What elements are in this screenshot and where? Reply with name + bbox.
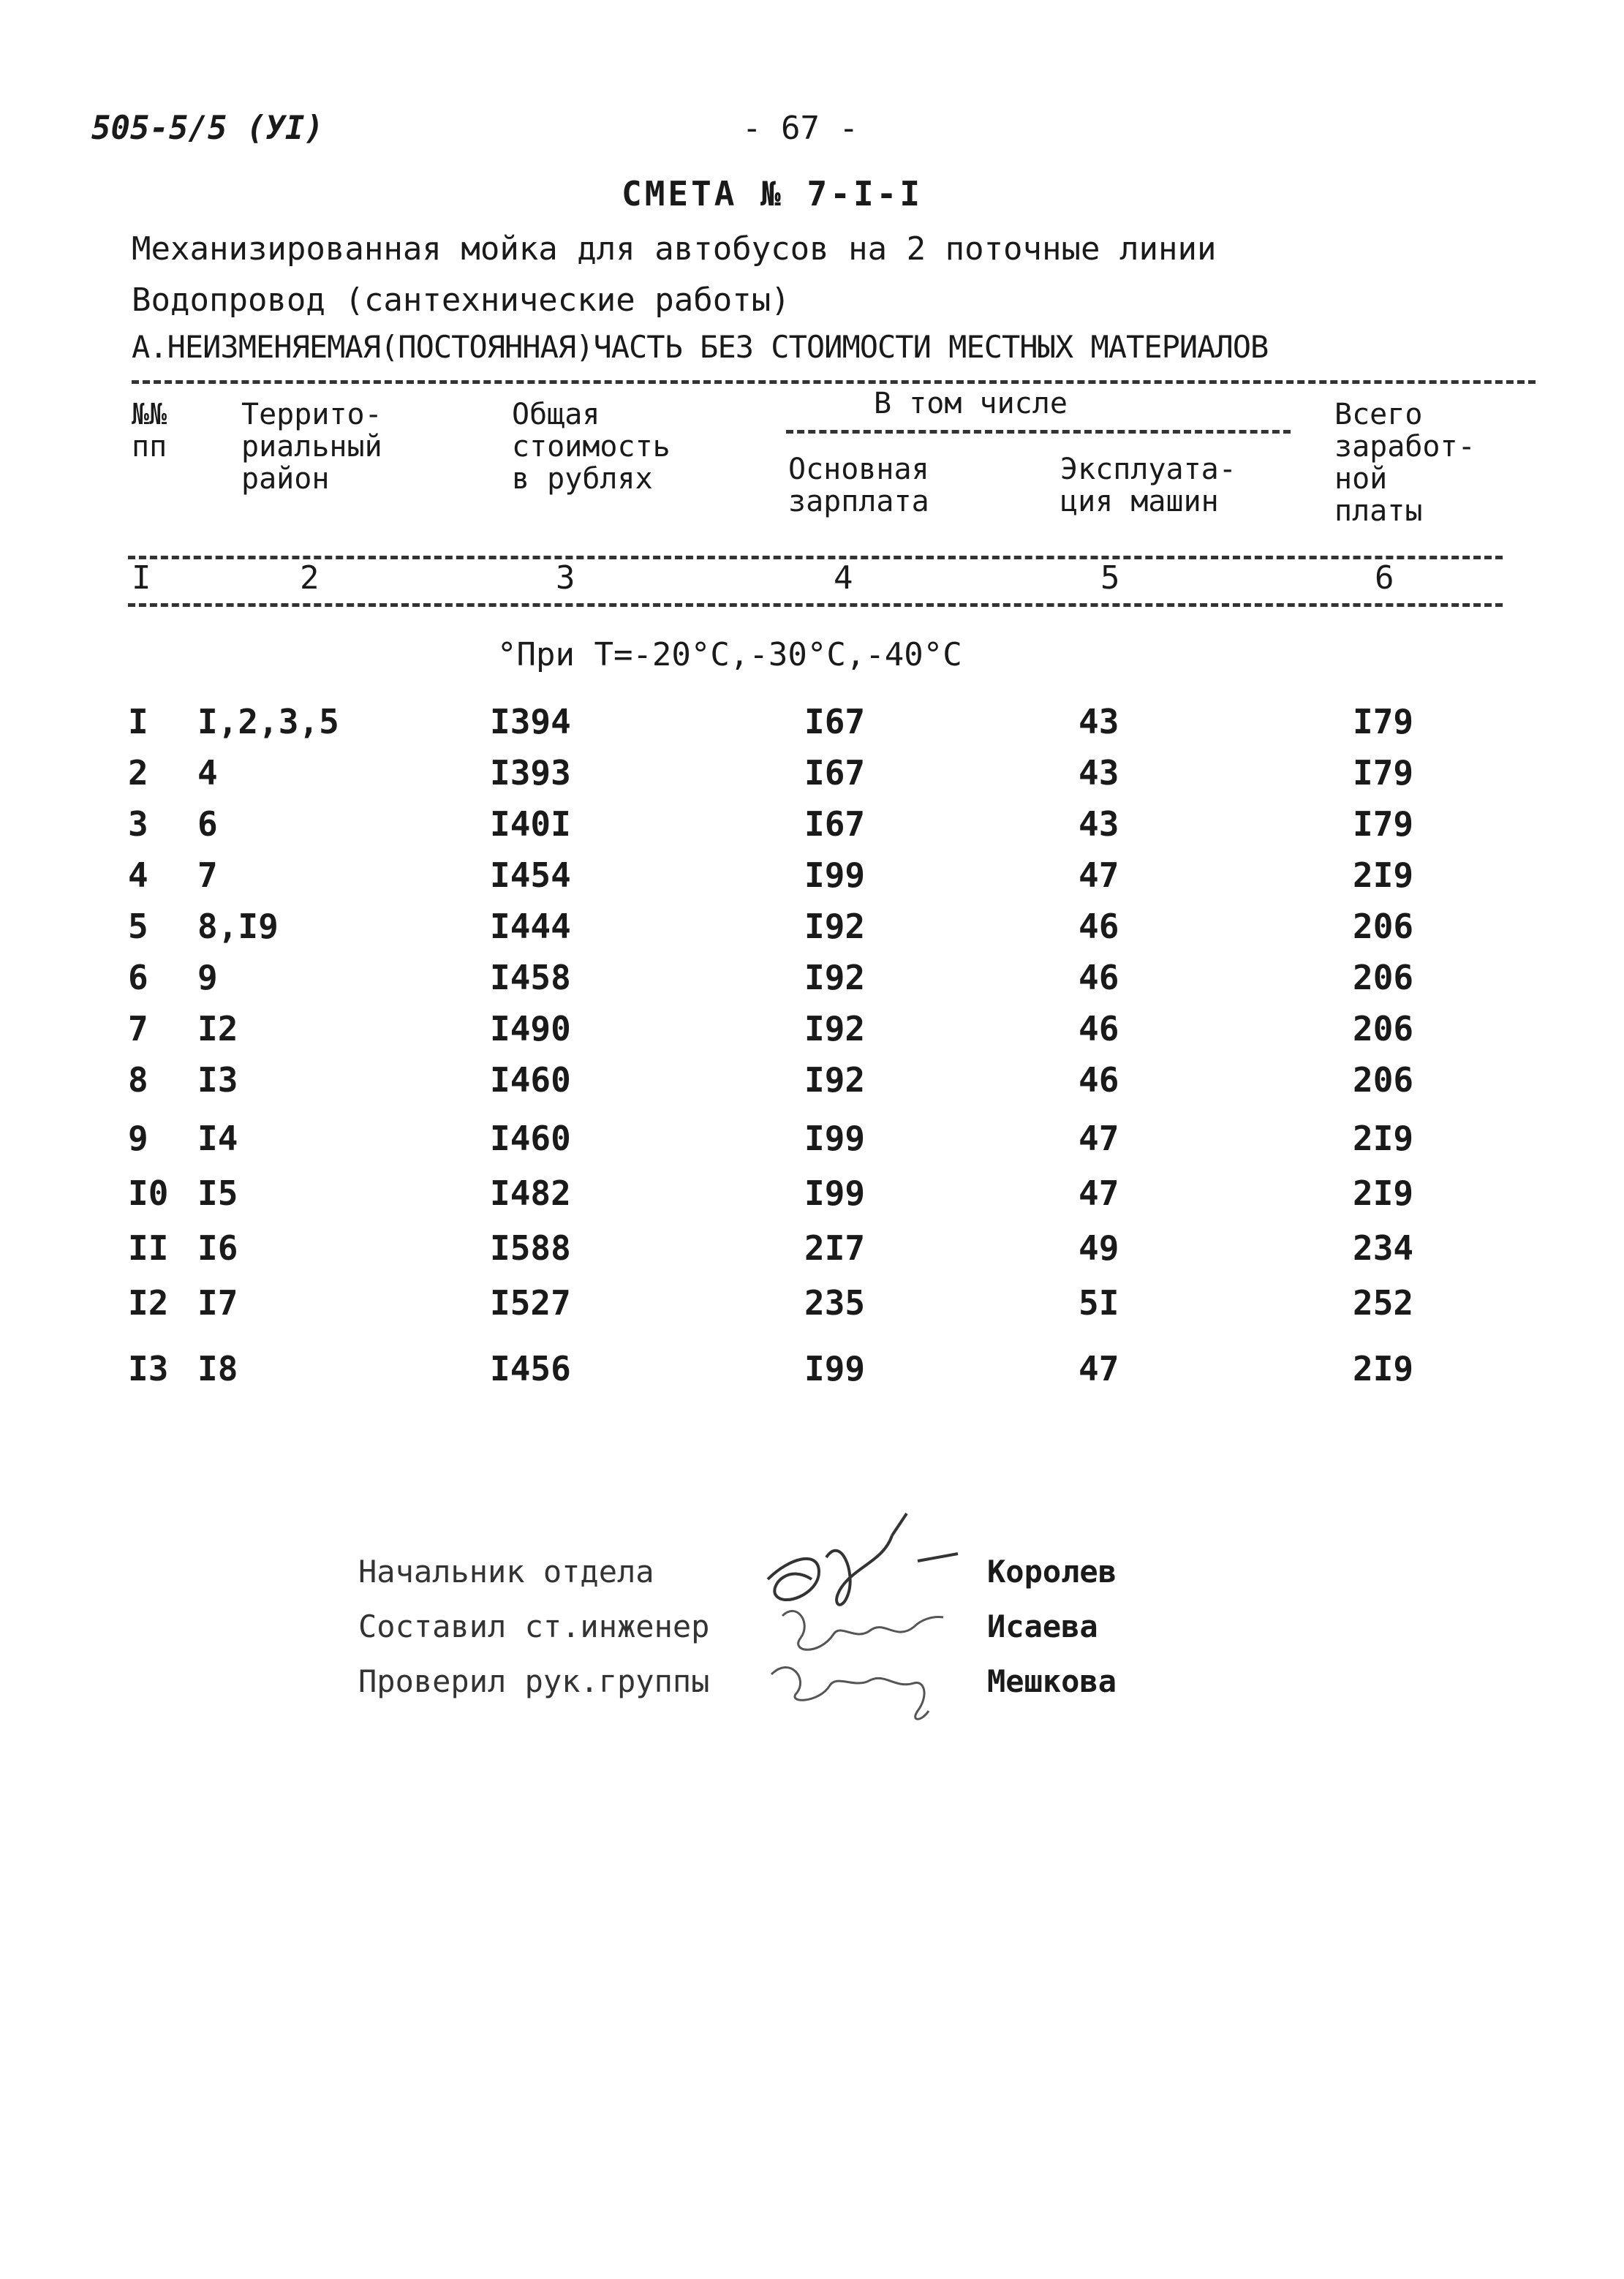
column-number-4: 4 <box>834 559 853 597</box>
cell-num: 3 <box>128 804 148 844</box>
column-number-2: 2 <box>300 559 320 597</box>
cell-region: 7 <box>197 855 218 895</box>
cell-total: I394 <box>490 702 571 741</box>
cell-all-wage: 234 <box>1353 1228 1414 1268</box>
cell-num: 5 <box>128 907 148 946</box>
table-row <box>0 753 1624 804</box>
cell-machines: 47 <box>1079 855 1119 895</box>
cell-machines: 49 <box>1079 1228 1119 1268</box>
cell-machines: 43 <box>1079 804 1119 844</box>
column-number-6: 6 <box>1375 559 1394 597</box>
cell-machines: 47 <box>1079 1119 1119 1158</box>
signature-line-compiler <box>358 1609 1098 1644</box>
column-number-5: 5 <box>1100 559 1120 597</box>
cell-machines: 47 <box>1079 1173 1119 1213</box>
cell-wage: 235 <box>804 1283 866 1323</box>
table-row <box>0 1173 1624 1225</box>
cell-region: 8,I9 <box>197 907 279 946</box>
cell-wage: I92 <box>804 1060 866 1100</box>
cell-wage: I92 <box>804 958 866 997</box>
table-row <box>0 1283 1624 1334</box>
cell-wage: 2I7 <box>804 1228 866 1268</box>
header-region: Террито- риальный район <box>241 398 382 496</box>
cell-region: 9 <box>197 958 218 997</box>
cell-all-wage: I79 <box>1353 804 1414 844</box>
cell-region: I2 <box>197 1009 238 1048</box>
cell-num: I0 <box>128 1173 169 1213</box>
colnum-top-divider <box>128 556 1503 559</box>
cell-num: I3 <box>128 1349 169 1388</box>
cell-wage: I92 <box>804 1009 866 1048</box>
cell-machines: 43 <box>1079 702 1119 741</box>
signature-name: Королев <box>987 1554 1117 1590</box>
cell-num: II <box>128 1228 169 1268</box>
table-row <box>0 855 1624 907</box>
cell-all-wage: 206 <box>1353 907 1414 946</box>
cell-machines: 43 <box>1079 753 1119 793</box>
table-row <box>0 1060 1624 1111</box>
cell-all-wage: I79 <box>1353 702 1414 741</box>
signature-role: Проверил рук.группы <box>358 1663 710 1699</box>
page-number: - 67 - <box>742 110 858 147</box>
cell-total: I456 <box>490 1349 571 1388</box>
cell-num: 2 <box>128 753 148 793</box>
table-row <box>0 1228 1624 1280</box>
cell-all-wage: 206 <box>1353 1009 1414 1048</box>
cell-num: 6 <box>128 958 148 997</box>
cell-wage: I92 <box>804 907 866 946</box>
signature-role: Составил ст.инженер <box>358 1609 710 1644</box>
cell-machines: 46 <box>1079 907 1119 946</box>
column-number-3: 3 <box>556 559 575 597</box>
cell-all-wage: 2I9 <box>1353 1173 1414 1213</box>
table-row <box>0 907 1624 958</box>
document-code: 505-5/5 (УI) <box>91 110 324 147</box>
cell-region: I8 <box>197 1349 238 1388</box>
cell-machines: 46 <box>1079 1060 1119 1100</box>
cell-region: I7 <box>197 1283 238 1323</box>
cell-region: I3 <box>197 1060 238 1100</box>
table-row <box>0 1119 1624 1170</box>
cell-wage: I99 <box>804 1173 866 1213</box>
table-row <box>0 958 1624 1009</box>
cell-num: 9 <box>128 1119 148 1158</box>
cell-machines: 46 <box>1079 958 1119 997</box>
cell-all-wage: 2I9 <box>1353 1349 1414 1388</box>
temperature-condition: °При Т=-20°С,-30°С,-40°С <box>497 636 962 673</box>
header-top-divider <box>132 380 1536 384</box>
signature-name: Исаева <box>987 1609 1098 1644</box>
description-line-3: А.НЕИЗМЕНЯЕМАЯ(ПОСТОЯННАЯ)ЧАСТЬ БЕЗ СТОИМОСТИ МЕСТНЫХ МАТЕРИАЛОВ <box>132 329 1269 365</box>
cell-num: 8 <box>128 1060 148 1100</box>
cell-total: I444 <box>490 907 571 946</box>
header-total: Общая стоимость в рублях <box>512 398 671 496</box>
cell-total: I458 <box>490 958 571 997</box>
cell-region: 4 <box>197 753 218 793</box>
cell-total: I482 <box>490 1173 571 1213</box>
cell-num: I <box>128 702 148 741</box>
cell-machines: 46 <box>1079 1009 1119 1048</box>
cell-total: I460 <box>490 1119 571 1158</box>
cell-total: I393 <box>490 753 571 793</box>
cell-wage: I99 <box>804 855 866 895</box>
table-row <box>0 702 1624 753</box>
cell-region: I,2,3,5 <box>197 702 339 741</box>
table-row <box>0 804 1624 855</box>
table-row <box>0 1349 1624 1400</box>
header-wage: Основная зарплата <box>788 453 929 518</box>
cell-total: I490 <box>490 1009 571 1048</box>
header-group: В том числе <box>874 387 1068 420</box>
signature-name: Мешкова <box>987 1663 1117 1699</box>
cell-region: I4 <box>197 1119 238 1158</box>
cell-wage: I99 <box>804 1349 866 1388</box>
cell-wage: I99 <box>804 1119 866 1158</box>
header-num: №№ пп <box>132 398 167 464</box>
column-number-1: I <box>132 559 151 597</box>
cell-all-wage: 206 <box>1353 958 1414 997</box>
cell-wage: I67 <box>804 753 866 793</box>
header-all-wage: Всего заработ- ной платы <box>1334 398 1476 528</box>
signature-role: Начальник отдела <box>358 1554 654 1590</box>
cell-num: 7 <box>128 1009 148 1048</box>
cell-region: I5 <box>197 1173 238 1213</box>
colnum-bottom-divider <box>128 603 1503 607</box>
cell-total: I588 <box>490 1228 571 1268</box>
cell-machines: 5I <box>1079 1283 1119 1323</box>
cell-wage: I67 <box>804 702 866 741</box>
signature-line-checker <box>358 1663 1117 1699</box>
cell-machines: 47 <box>1079 1349 1119 1388</box>
cell-num: I2 <box>128 1283 169 1323</box>
cell-all-wage: 2I9 <box>1353 855 1414 895</box>
cell-wage: I67 <box>804 804 866 844</box>
cell-total: I454 <box>490 855 571 895</box>
signature-line-head <box>358 1554 1117 1590</box>
estimate-title: СМЕТА № 7-I-I <box>622 174 924 213</box>
description-line-2: Водопровод (сантехнические работы) <box>132 281 790 319</box>
cell-region: 6 <box>197 804 218 844</box>
cell-num: 4 <box>128 855 148 895</box>
cell-all-wage: 2I9 <box>1353 1119 1414 1158</box>
cell-total: I460 <box>490 1060 571 1100</box>
header-machines: Эксплуата- ция машин <box>1060 453 1236 518</box>
cell-all-wage: 206 <box>1353 1060 1414 1100</box>
cell-region: I6 <box>197 1228 238 1268</box>
description-line-1: Механизированная мойка для автобусов на 2 поточные линии <box>132 230 1217 268</box>
header-group-divider <box>786 430 1291 434</box>
cell-all-wage: I79 <box>1353 753 1414 793</box>
cell-total: I527 <box>490 1283 571 1323</box>
handwritten-signatures <box>739 1492 987 1733</box>
table-row <box>0 1009 1624 1060</box>
cell-total: I40I <box>490 804 571 844</box>
cell-all-wage: 252 <box>1353 1283 1414 1323</box>
